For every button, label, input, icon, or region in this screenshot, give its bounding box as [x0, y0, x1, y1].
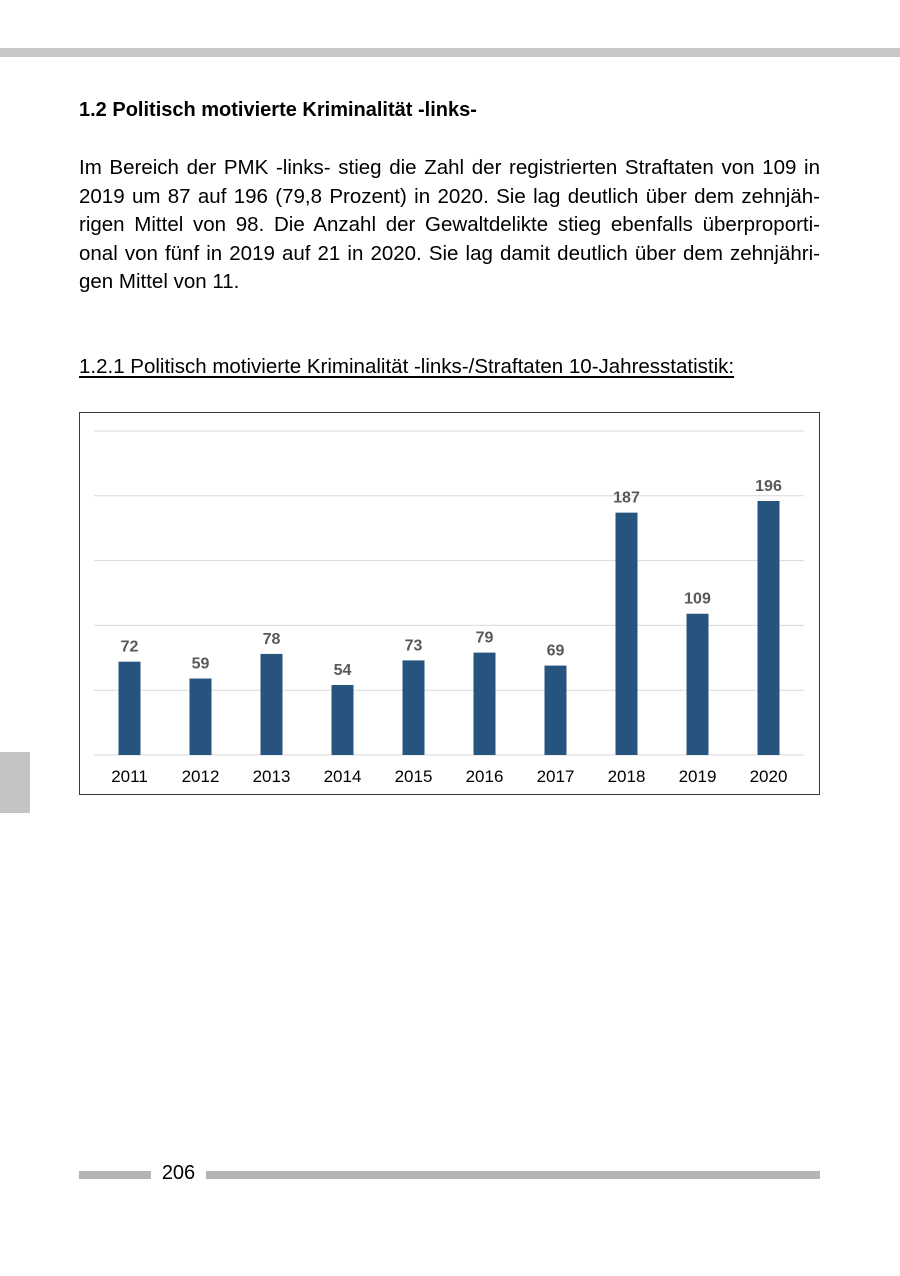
- bar: [545, 666, 567, 755]
- x-tick-label: 2012: [181, 767, 220, 786]
- data-label: 78: [262, 630, 281, 648]
- chart-subheading: 1.2.1 Politisch motivierte Kriminalität -links-/Straftaten 10-Jahresstatistik:: [79, 355, 735, 378]
- bar: [261, 654, 283, 755]
- page-number: 206: [161, 1162, 196, 1184]
- data-label: 73: [404, 637, 423, 655]
- data-label: 196: [755, 477, 782, 495]
- section-heading: 1.2 Politisch motivierte Kriminalität -links-: [79, 99, 477, 121]
- footer-rule-right: [206, 1171, 820, 1179]
- x-tick-label: 2015: [394, 767, 433, 786]
- side-tab-marker: [0, 752, 30, 813]
- x-tick-label: 2016: [465, 767, 504, 786]
- body-line: rigen Mittel von 98. Die Anzahl der Gewaltdelikte stieg ebenfalls überproporti-: [79, 213, 820, 236]
- section-body-text: [79, 154, 820, 297]
- top-rule: [0, 48, 900, 57]
- bar: [474, 653, 496, 755]
- x-tick-label: 2014: [323, 767, 362, 786]
- body-line: Im Bereich der PMK -links- stieg die Zahl der registrierten Straftaten von 109 in: [79, 156, 820, 179]
- data-label: 59: [191, 655, 210, 673]
- footer-rule-left: [79, 1171, 151, 1179]
- bar-chart: [80, 413, 819, 794]
- data-label: 187: [613, 489, 640, 507]
- x-tick-label: 2020: [749, 767, 788, 786]
- data-label: 79: [475, 629, 494, 647]
- body-line: 2019 um 87 auf 196 (79,8 Prozent) in 2020. Sie lag deutlich über dem zehnjäh-: [79, 184, 820, 208]
- data-label: 69: [546, 642, 565, 660]
- bar: [616, 513, 638, 755]
- bar: [119, 662, 141, 755]
- body-line: onal von fünf in 2019 auf 21 in 2020. Sie lag damit deutlich über dem zehnjähri-: [79, 241, 820, 265]
- data-label: 54: [333, 662, 352, 680]
- bar: [190, 679, 212, 755]
- bar-chart-frame: [79, 412, 820, 795]
- bar: [758, 501, 780, 755]
- data-label: 72: [120, 638, 139, 656]
- x-tick-label: 2011: [111, 767, 148, 786]
- bar: [687, 614, 709, 755]
- x-tick-label: 2017: [536, 767, 575, 786]
- bar: [332, 685, 354, 755]
- data-label: 109: [684, 590, 711, 608]
- x-tick-label: 2013: [252, 767, 291, 786]
- x-tick-label: 2018: [607, 767, 646, 786]
- body-line: gen Mittel von 11.: [79, 270, 240, 293]
- bar: [403, 660, 425, 755]
- x-tick-label: 2019: [678, 767, 717, 786]
